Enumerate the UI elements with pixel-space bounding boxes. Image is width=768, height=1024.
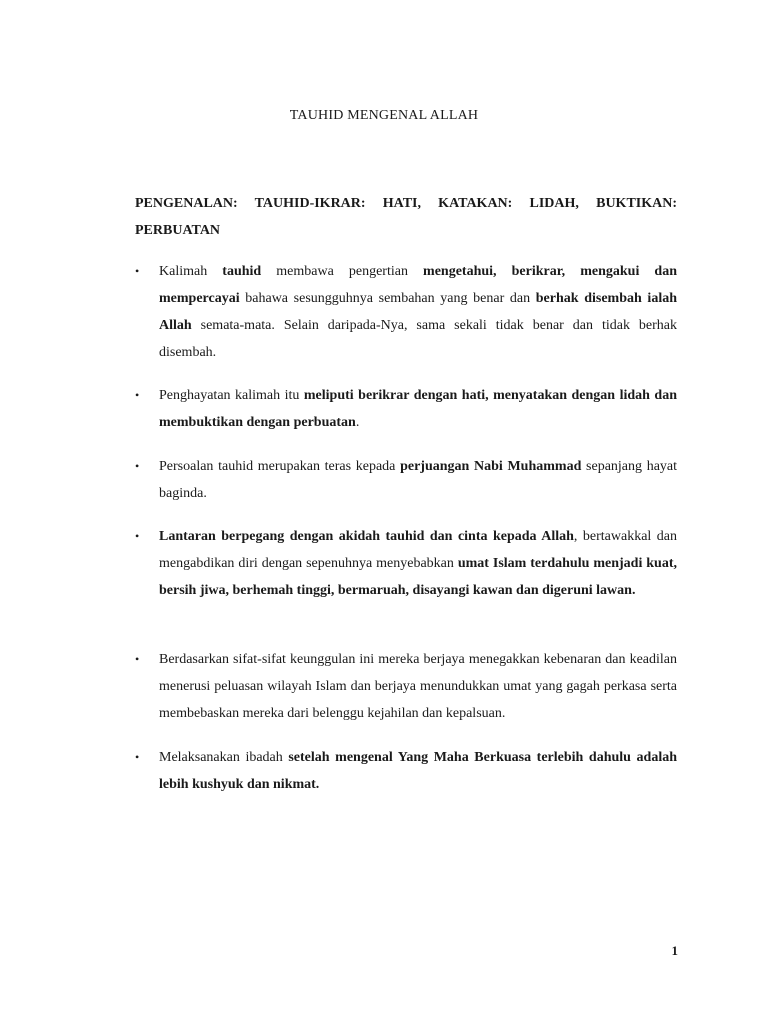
bullet-text: Persoalan tauhid merupakan teras kepada perjuangan Nabi Muhammad sepanjang hayat baginda. xyxy=(159,459,678,501)
section-heading: PENGENALAN: TAUHID-IKRAR: HATI, KATAKAN: LIDAH, BUKTIKAN: PERBUATAN xyxy=(135,196,677,238)
bullet-icon: • xyxy=(135,459,140,473)
bullet-icon: • xyxy=(135,388,140,402)
bullet-icon: • xyxy=(135,750,140,764)
bullet-icon: • xyxy=(135,652,140,666)
page-title: TAUHID MENGENAL ALLAH xyxy=(289,108,479,123)
bullet-icon: • xyxy=(135,529,140,543)
list-item xyxy=(135,382,677,436)
bullet-text: Penghayatan kalimah itu meliputi berikrar dengan hati, menyatakan dengan lidah dan membuktikan dengan perbuatan. xyxy=(159,388,677,430)
bullet-text: Kalimah tauhid membawa pengertian mengetahui, berikrar, mengakui dan mempercayai bahawa sesungguhnya sembahan yang benar dan berhak disembah ialah Allah semata-mata. Selain daripada-Nya, sama sekali tidak benar dan tidak berhak disembah. xyxy=(159,264,677,360)
page-number: 1 xyxy=(671,943,678,958)
bullet-text: Berdasarkan sifat-sifat keunggulan ini mereka berjaya menegakkan kebenaran dan keadilan menerusi peluasan wilayah Islam dan berjaya menundukkan umat yang gagah perkasa serta membebaskan mereka dari belenggu kejahilan dan kepalsuan. xyxy=(159,652,677,721)
list-item xyxy=(135,258,677,366)
list-item xyxy=(135,646,677,727)
bullet-icon: • xyxy=(135,264,140,278)
list-item xyxy=(135,453,677,507)
bullet-text: Melaksanakan ibadah setelah mengenal Yang Maha Berkuasa terlebih dahulu adalah lebih kushyuk dan nikmat. xyxy=(159,750,677,792)
bullet-text: Lantaran berpegang dengan akidah tauhid dan cinta kepada Allah, bertawakkal dan mengabdikan diri dengan sepenuhnya menyebabkan umat Islam terdahulu menjadi kuat, bersih jiwa, berhemah tinggi, bermaruah, disayangi kawan dan digeruni lawan. xyxy=(159,529,678,598)
list-item xyxy=(135,523,677,604)
list-item xyxy=(135,744,677,798)
